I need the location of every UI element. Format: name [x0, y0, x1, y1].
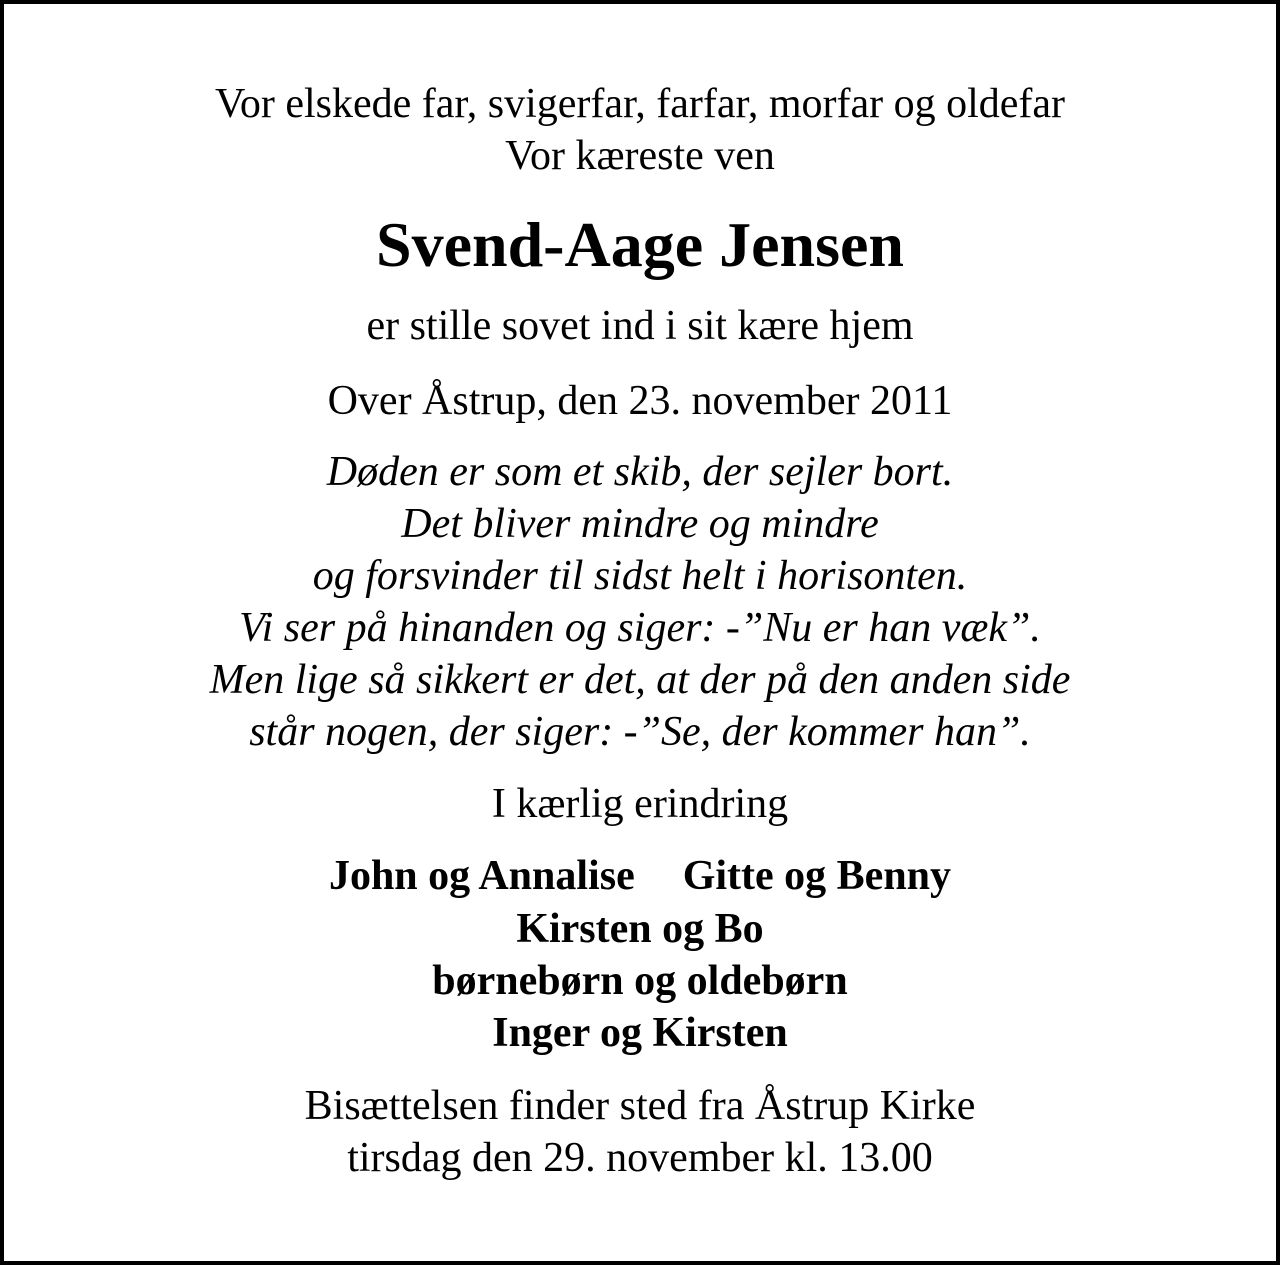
poem-line: Vi ser på hinanden og siger: -”Nu er han væk”. [239, 605, 1041, 651]
family-name: Gitte og Benny [682, 853, 952, 899]
family-name: John og Annalise [328, 853, 635, 899]
poem-line: står nogen, der siger: -”Se, der kommer han”. [249, 709, 1031, 755]
funeral-line-1: Bisættelsen finder sted fra Åstrup Kirke [304, 1083, 976, 1129]
family-row-2: Kirsten og Bo [516, 906, 764, 952]
family-row-1 [0, 850, 1280, 902]
death-line: er stille sovet ind i sit kære hjem [366, 303, 914, 349]
remembrance: I kærlig erindring [491, 781, 789, 827]
poem-line: og forsvinder til sidst helt i horisonten. [312, 553, 968, 599]
funeral-line-2: tirsdag den 29. november kl. 13.00 [347, 1135, 933, 1181]
family-row-3: børnebørn og oldebørn [432, 958, 848, 1004]
family-row-4: Inger og Kirsten [492, 1010, 788, 1056]
intro-line-2: Vor kæreste ven [505, 133, 775, 179]
poem-line: Det bliver mindre og mindre [401, 501, 879, 547]
place-date: Over Åstrup, den 23. november 2011 [327, 378, 953, 424]
intro-line-1: Vor elskede far, svigerfar, farfar, morfar og oldefar [214, 81, 1066, 127]
poem-line: Men lige så sikkert er det, at der på den anden side [209, 657, 1071, 703]
deceased-name: Svend-Aage Jensen [375, 209, 905, 280]
poem-line: Døden er som et skib, der sejler bort. [326, 449, 954, 495]
